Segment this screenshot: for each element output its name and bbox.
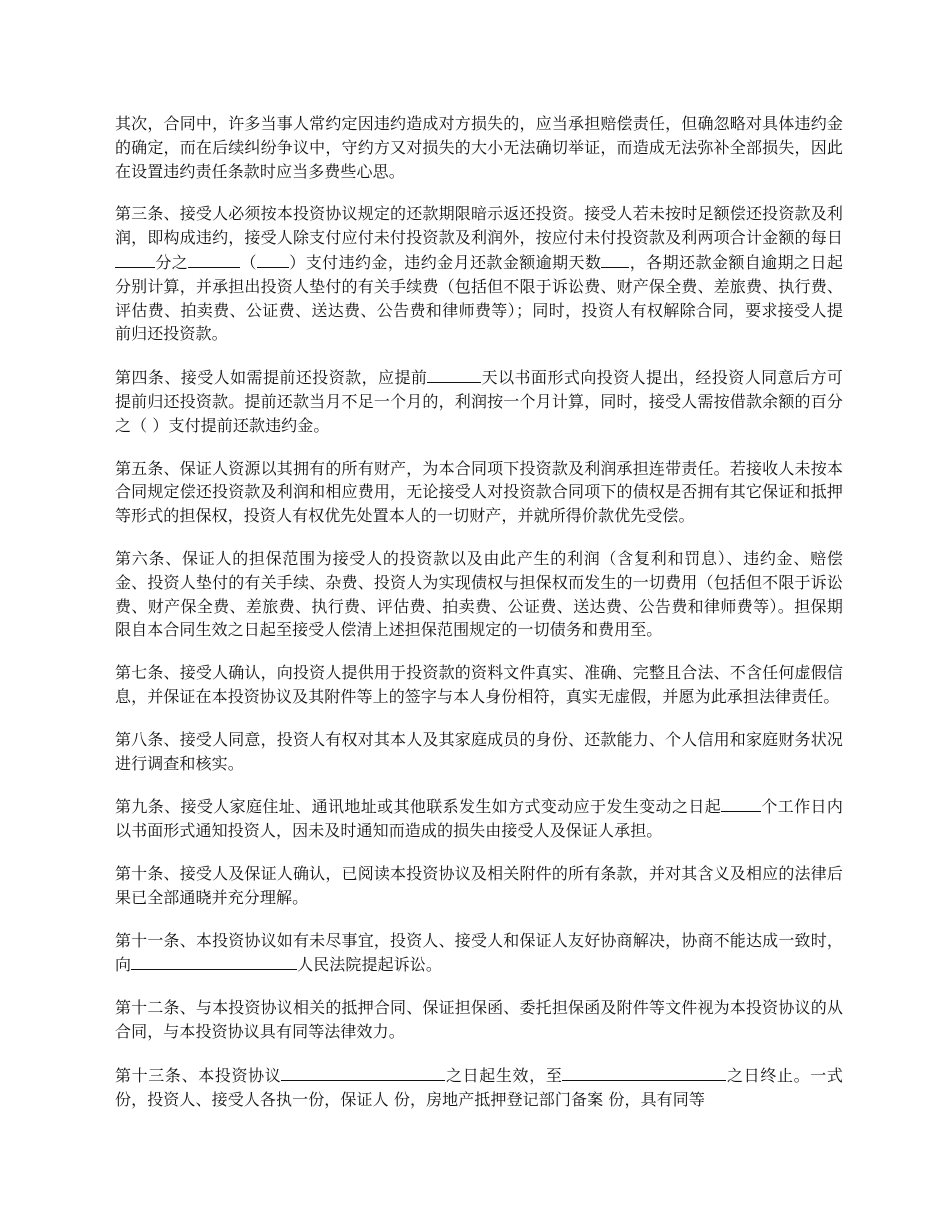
document-page [115, 112, 843, 1130]
fill-blank[interactable] [721, 794, 761, 812]
paragraph-text: 之日起生效，至 [445, 1065, 563, 1085]
paragraph-article-8 [115, 728, 843, 776]
paragraph-article-4 [115, 365, 843, 437]
fill-blank[interactable] [131, 952, 297, 970]
paragraph-text: 个工作日内以书面形式通知投资人，因未及时通知而造成的损失由接受人及保证人承担。 [115, 797, 843, 841]
paragraph-text: 分之 [155, 252, 189, 272]
paragraph-text: 第四条、接受人如需提前还投资款，应提前 [115, 368, 428, 388]
paragraph-article-3 [115, 202, 843, 346]
paragraph-article-10 [115, 862, 843, 910]
paragraph-text: 第十三条、本投资协议 [115, 1065, 282, 1085]
paragraph-text: 第八条、接受人同意，投资人有权对其本人及其家庭成员的身份、还款能力、个人信用和家庭财务状况进行调查和核实。 [115, 729, 843, 773]
paragraph-text: 天以书面形式向投资人提出，经投资人同意后方可提前归还投资款。提前还款当月不足一个月的，利润按一个月计算，同时，接受人需按借款余额的百分之（ ）支付提前还款违约金。 [115, 368, 843, 435]
paragraph-text: 第十一条、本投资协议如有未尽事宜，投资人、接受人和保证人友好协商解决，协商不能达成一致时，向 [115, 930, 843, 975]
fill-blank[interactable] [427, 365, 481, 383]
paragraph-text: 第五条、保证人资源以其拥有的所有财产，为本合同项下投资款及利润承担连带责任。若接收人未按本合同规定偿还投资款及利润和相应费用，无论接受人对投资款合同项下的债权是否拥有其它保证和抵押等形式的担保权，投资人有权优先处置本人的一切财产，并就所得价款优先受偿。 [115, 458, 843, 526]
fill-blank[interactable] [188, 250, 240, 268]
paragraph-article-9 [115, 794, 843, 843]
fill-blank[interactable] [115, 250, 155, 268]
paragraph-text: 人民法院提起诉讼。 [297, 955, 443, 975]
paragraph-article-6 [115, 547, 843, 642]
paragraph-text: 第十二条、与本投资协议相关的抵押合同、保证担保函、委托担保函及附件等文件视为本投资协议的从合同，与本投资协议具有同等法律效力。 [115, 998, 843, 1041]
paragraph-text: ）支付违约金，违约金月还款金额逾期天数 [288, 252, 602, 272]
paragraph-text: 第十条、接受人及保证人确认，已阅读本投资协议及相关附件的所有条款，并对其含义及相应的法律后果已全部通晓并充分理解。 [115, 863, 843, 907]
paragraph-text: ，各期还款金额自逾期之日起分别计算，并承担出投资人垫付的有关手续费（包括但不限于诉讼费、财产保全费、差旅费、执行费、评估费、拍卖费、公证费、送达费、公告费和律师费等）；同时，投资人有权解除合同，要求接受人提前归还投资款。 [115, 252, 843, 344]
paragraph-text: 第九条、接受人家庭住址、通讯地址或其他联系发生如方式变动应于发生变动之日起 [115, 797, 722, 817]
paragraph-text: 之日终止。一式 份，投资人、接受人各执一份，保证人 份，房地产抵押登记部门备案 份，具有同等 [115, 1065, 843, 1109]
paragraph-text: 第六条、保证人的担保范围为接受人的投资款以及由此产生的利润（含复利和罚息）、违约金、赔偿金、投资人垫付的有关手续、杂费、投资人为实现债权与担保权而发生的一切费用（包括但不限于诉讼费、财产保全费、差旅费、执行费、评估费、拍卖费、公证费、送达费、公告费和律师费等）。担保期限自本合同生效之日起至接受人偿清上述担保范围规定的一切债务和费用至。 [115, 548, 843, 640]
paragraph-article-7 [115, 661, 843, 709]
paragraph-article-5 [115, 457, 843, 528]
paragraph-text: 第七条、接受人确认，向投资人提供用于投资款的资料文件真实、准确、完整且合法、不含任何虚假信息，并保证在本投资协议及其附件等上的签字与本人身份相符，真实无虚假，并愿为此承担法律责任。 [115, 663, 843, 706]
paragraph-text: 其次，合同中，许多当事人常约定因违约造成对方损失的，应当承担赔偿责任，但确忽略对具体违约金的确定，而在后续纠纷争议中，守约方又对损失的大小无法确切举证，而造成无法弥补全部损失，因此在设置违约责任条款时应当多费些心思。 [115, 114, 843, 181]
fill-blank[interactable] [281, 1063, 445, 1081]
paragraph-text: （ [240, 252, 257, 272]
paragraph-text: 第三条、接受人必须按本投资协议规定的还款期限暗示返还投资。接受人若未按时足额偿还投资款及利润，即构成违约，接受人除支付应付未付投资款及利润外，按应付未付投资款及利两项合计金额的每日 [115, 204, 843, 248]
fill-blank[interactable] [562, 1063, 726, 1081]
fill-blank[interactable] [601, 250, 629, 268]
paragraph-intro [115, 112, 843, 183]
paragraph-article-13 [115, 1063, 843, 1112]
fill-blank[interactable] [257, 250, 289, 268]
paragraph-article-11 [115, 929, 843, 978]
paragraph-article-12 [115, 996, 843, 1044]
